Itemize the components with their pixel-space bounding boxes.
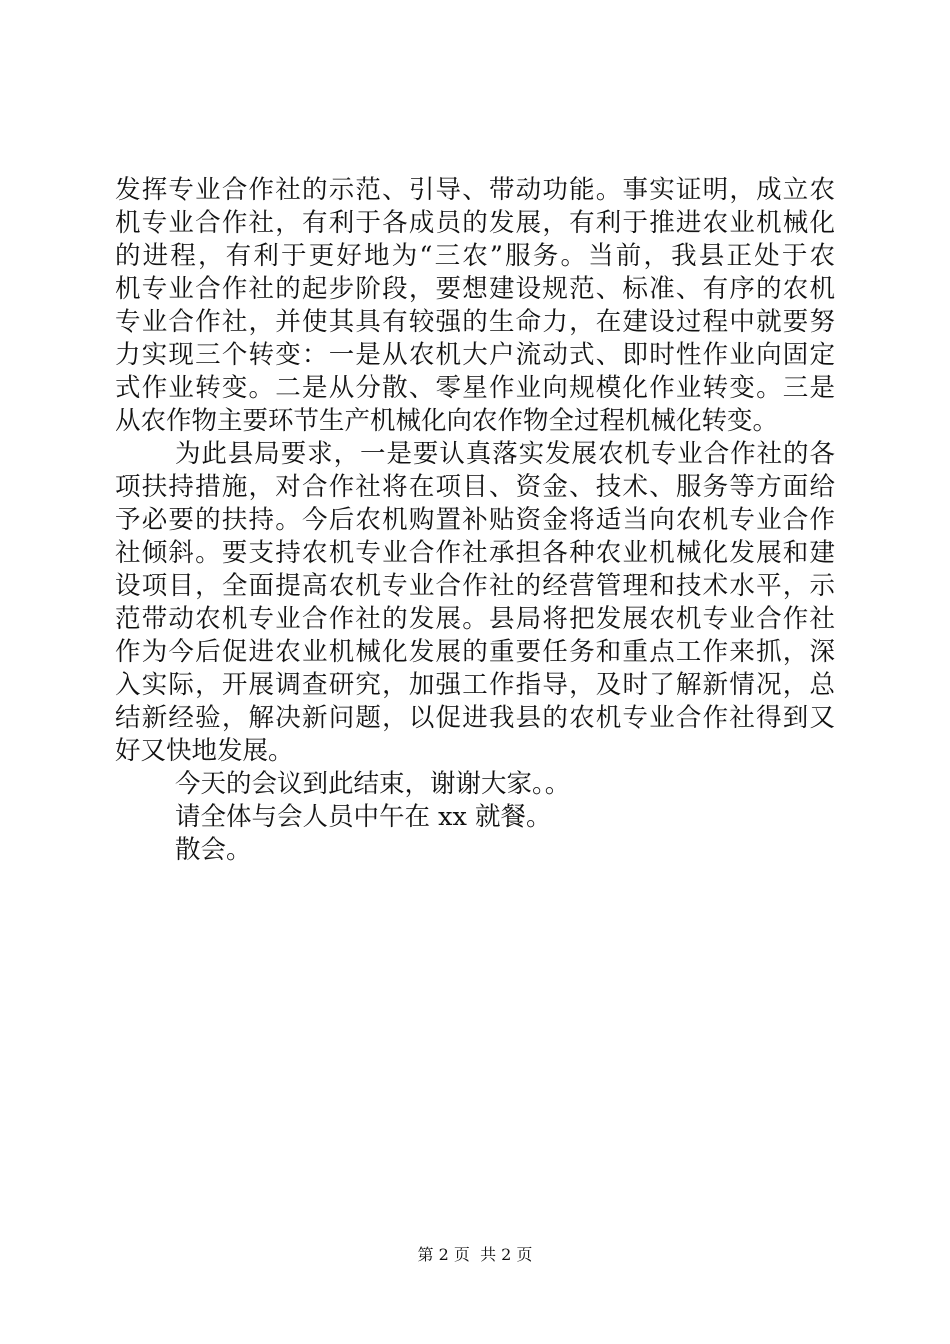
document-body [115,174,835,867]
text-line: 项扶持措施，对合作社将在项目、资金、技术、服务等方面给 [115,472,835,502]
text-line: 式作业转变。二是从分散、零星作业向规模化作业转变。三是 [115,373,835,403]
text-line: 力实现三个转变：一是从农机大户流动式、即时性作业向固定 [115,340,835,370]
text-line: 社倾斜。要支持农机专业合作社承担各种农业机械化发展和建 [115,538,835,568]
adjourn-line: 散会。 [175,835,252,865]
text-line: 予必要的扶持。今后农机购置补贴资金将适当向农机专业合作 [115,505,835,535]
text-line: 设项目，全面提高农机专业合作社的经营管理和技术水平，示 [115,571,835,601]
text-line: 作为今后促进农业机械化发展的重要任务和重点工作来抓，深 [115,637,835,667]
text-line: 发挥专业合作社的示范、引导、带动功能。事实证明，成立农 [115,175,835,205]
text-line: 范带动农机专业合作社的发展。县局将把发展农机专业合作社 [115,604,835,634]
text-line: 从农作物主要环节生产机械化向农作物全过程机械化转变。 [115,406,779,436]
text-line: 机专业合作社，有利于各成员的发展，有利于推进农业机械化 [115,208,835,238]
paragraph-first-line: 为此县局要求，一是要认真落实发展农机专业合作社的各 [175,439,835,469]
page-number-footer: 第 2 页 共 2 页 [417,1245,533,1264]
text-line: 入实际，开展调查研究，加强工作指导，及时了解新情况，总 [115,670,835,700]
closing-remark: 今天的会议到此结束，谢谢大家。。 [175,769,571,799]
text-line: 机专业合作社的起步阶段，要想建设规范、标准、有序的农机 [115,274,835,304]
text-line: 的进程，有利于更好地为“三农”服务。当前，我县正处于农 [115,241,835,271]
lunch-notice: 请全体与会人员中午在 xx 就餐。 [175,802,552,832]
text-line: 专业合作社，并使其具有较强的生命力，在建设过程中就要努 [115,307,835,337]
text-line: 好又快地发展。 [115,736,294,766]
text-line: 结新经验，解决新问题，以促进我县的农机专业合作社得到又 [115,703,835,733]
